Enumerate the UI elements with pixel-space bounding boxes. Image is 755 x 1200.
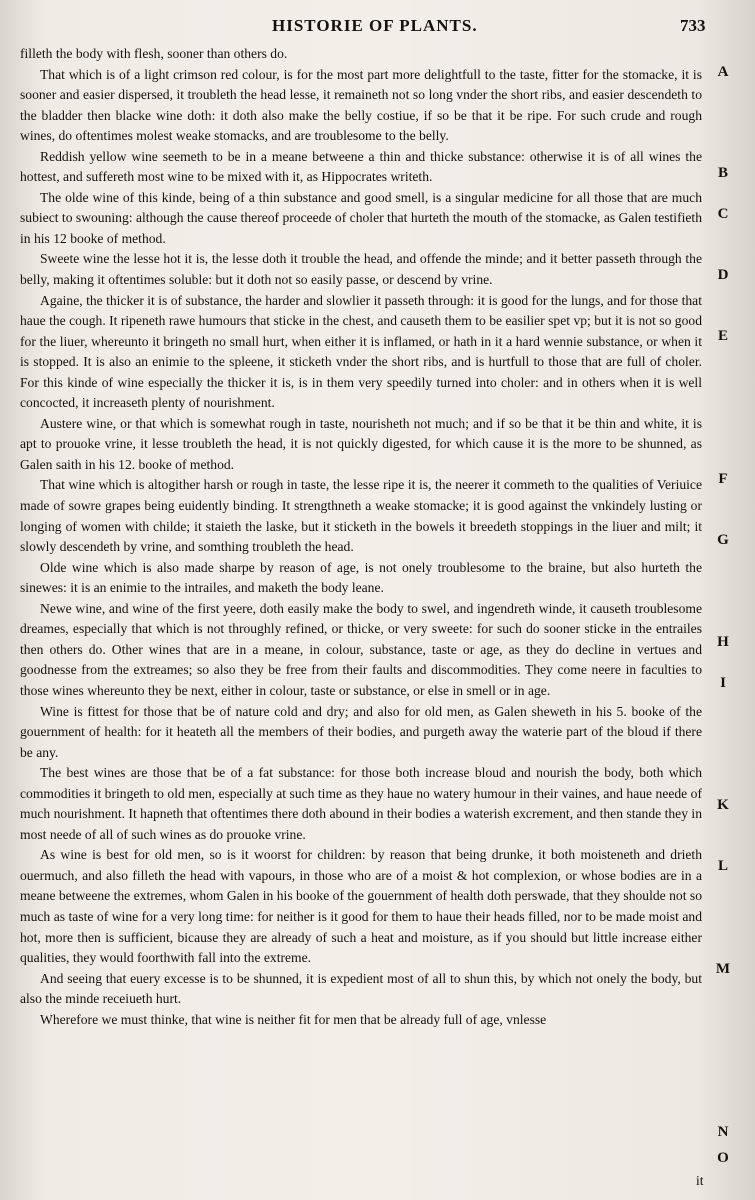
paragraph: The olde wine of this kinde, being of a thin substance and good smell, is a singular medicine for all those that are much subiect to swouning: although the cause thereof proceede of choler that hurteth the mouth of the stomacke, as Galen testifieth in his 12 booke of method.	[20, 189, 702, 246]
margin-letter: G	[717, 532, 729, 548]
paragraph: The best wines are those that be of a fat substance: for those both increase bloud and nourish the body, both which commodities it bringeth to old men, especially at such time as they haue no watery humour in their vaines, and haue neede of much nourishment. It hapneth that oftentimes there doth abound in their bodies a waterish excrement, and then stande they in most neede of all of such wines as do prouoke vrine.	[20, 765, 702, 842]
running-title: HISTORIE OF PLANTS.	[272, 16, 478, 35]
margin-letter: L	[717, 858, 728, 874]
paragraph: Reddish yellow wine seemeth to be in a meane betweene a thin and thicke substance: otherwise it is of all wines the hottest, and suffereth most wine to be mixed with it, as Hippocrates writeth.	[20, 148, 702, 185]
margin-letter: B	[717, 165, 728, 181]
margin-letter: E	[717, 328, 728, 344]
catchword: it	[696, 1173, 704, 1188]
margin-letter: I	[720, 675, 726, 691]
paragraph: Austere wine, or that which is somewhat rough in taste, nourisheth not much; and if so be that it be thin and white, it is apt to prouoke vrine, it lesse troubleth the head, it is not quickly digested, for which cause it is the more to be shunned, as Galen saith in his 12. booke of method.	[20, 415, 702, 472]
margin-letter: K	[717, 797, 729, 813]
paragraph: And seeing that euery excesse is to be shunned, it is expedient most of all to shun this, by which not onely the body, but also the minde receiueth hurt.	[20, 970, 702, 1007]
paragraph: Wine is fittest for those that be of nature cold and dry; and also for old men, as Galen sheweth in his 5. booke of the gouernment of health: for it heateth all the members of their bodies, and purgeth away the waterie part of the bloud if there be any.	[20, 703, 702, 760]
margin-letter: F	[718, 471, 728, 487]
paragraph: Wherefore we must thinke, that wine is neither fit for men that be already full of age, vnlesse	[40, 1011, 547, 1027]
margin-letter: N	[717, 1124, 729, 1140]
margin-letter: M	[715, 961, 731, 977]
paragraph: That wine which is altogither harsh or rough in taste, the lesse ripe it is, the neerer it commeth to the qualities of Veriuice made of sowre grapes being euidently binding. It strengthneth a weake stomacke; it is good against the vnkindely lusting or longing of women with childe; it staieth the laske, but it sticketh in the bowels it breedeth stoppings in the liuer and milt; it slowly descendeth by vrine, and somthing troubleth the head.	[20, 477, 702, 555]
margin-letter: O	[717, 1150, 729, 1166]
paragraph: filleth the body with flesh, sooner than others do.	[20, 46, 288, 61]
paragraph: Sweete wine the lesse hot it is, the lesse doth it trouble the head, and offende the minde; and it better passeth through the belly, making it oftentimes soluble: but it doth not so easily passe, or descend by vrine.	[20, 251, 702, 288]
margin-letter: C	[717, 206, 729, 222]
paragraph: As wine is best for old men, so is it woorst for children: by reason that being drunke, it both moisteneth and drieth ouermuch, and also filleth the head with vapours, in those who are of a moist & hot complexion, or whose bodies are in a meane betweene the extremes, whom Galen in his booke of the gouernment of health doth perswade, that they shoulde not so much as taste of wine for a very long time: for neither is it good for them to haue their heads filled, nor to be made moist and hot, more then is sufficient, bicause they are already of such a heat and moisture, as if you should but little increase either qualities, they would foorthwith fall into the extreme.	[20, 847, 702, 966]
margin-letter: H	[717, 634, 729, 650]
margin-letter: A	[717, 64, 729, 80]
paragraph: Againe, the thicker it is of substance, the harder and slowlier it passeth through: it is good for the lungs, and for those that haue the cough. It ripeneth rawe humours that sticke in the chest, and causeth them to be easilier spet vp; but it is not so good for the liuer, whereunto it bringeth no small hurt, when either it is inflamed, or hath in it a hard wennie substance, or when it is stopped. It is also an enimie to the spleene, it sticketh vnder the short ribs, and is hurtfull to those that are full of choler. For this kinde of wine especially the thicker it is, is in them very speedily turned into choler: and in others when it is well concocted, it increaseth plenty of nourishment.	[20, 292, 702, 411]
page-number: 733	[680, 16, 706, 35]
margin-letter: D	[717, 267, 729, 283]
running-header	[0, 16, 755, 40]
paragraph: That which is of a light crimson red colour, is for the most part more delightfull to the taste, fitter for the stomacke, it is sooner and easier dispersed, it troubleth the head lesse, it remaineth not so long vnder the short ribs, and easier descendeth to the bladder then blacke wine doth: it doth also make the belly costiue, if so be that it be ripe. For such crude and rough wines, do oftentimes molest weake stomacks, and are troublesome to the belly.	[20, 66, 702, 144]
paragraph: Olde wine which is also made sharpe by reason of age, is not onely troublesome to the braine, but also hurteth the sinewes: it is an enimie to the intrailes, and maketh the body leane.	[20, 559, 702, 596]
body-text	[20, 44, 702, 1030]
paragraph: Newe wine, and wine of the first yeere, doth easily make the body to swel, and ingendreth winde, it causeth troublesome dreames, especially that which is not throughly refined, or thicke, or very sweete: for such do sooner sticke in the entrailes then others do. Other wines that are in a meane, in colour, substance, taste or age, as they do decline in vertues and goodnesse from the extreames; so also they be free from their faults and discommodities. They come neere in faculties to those wines whereunto they be next, either in colour, taste or substance, or else in smell or in age.	[20, 600, 702, 698]
